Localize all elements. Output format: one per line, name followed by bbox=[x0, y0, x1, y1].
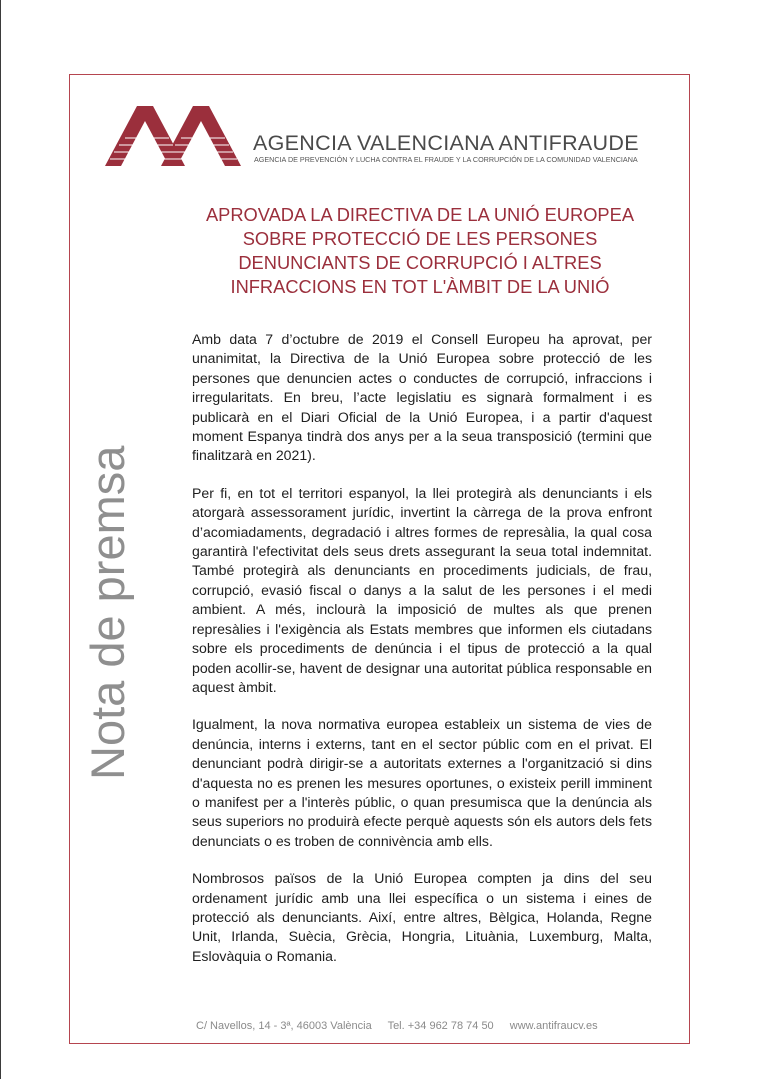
press-release-side-label: Nota de premsa bbox=[81, 445, 134, 780]
body-paragraph: Per fi, en tot el territori espanyol, la llei protegirà als denunciants i els atorgarà assessorament jurídic, invertint la càrrega de la prova enfront d’acomiadaments, degradació i altres formes de represàlia, la qual cosa garantirà l'efectivitat dels seus drets assegurant la seua total indemnitat. També protegirà als denunciants en procediments judicials, de frau, corrupció, evasió fiscal o danys a la salut de les persones i el medi ambient. A més, inclourà la imposició de multes als que prenen represàlies i l'exigència als Estats membres que informen els ciutadans sobre els procediments de denúncia i el tipus de protecció a la qual poden acollir-se, havent de designar una autoritat pública responsable en aquest àmbit. bbox=[192, 484, 652, 695]
agency-tagline: AGENCIA DE PREVENCIÓN Y LUCHA CONTRA EL FRAUDE Y LA CORRUPCIÓN DE LA COMUNIDAD VALENCIANA bbox=[254, 155, 638, 164]
press-release-body bbox=[192, 330, 652, 984]
footer-phone: Tel. +34 962 78 74 50 bbox=[387, 1020, 494, 1032]
contact-footer bbox=[196, 1019, 611, 1033]
footer-website-link[interactable]: www.antifraucv.es bbox=[509, 1020, 598, 1032]
press-release-headline: APROVADA LA DIRECTIVA DE LA UNIÓ EUROPEA SOBRE PROTECCIÓ DE LES PERSONES DENUNCIANTS DE CORRUPCIÓ I ALTRES INFRACCIONS EN TOT L'ÀMBIT DE LA UNIÓ bbox=[205, 204, 635, 297]
body-paragraph: Nombrosos països de la Unió Europea compten ja dins del seu ordenament jurídic amb una llei específica o un sistema i eines de protecció als denunciants. Així, entre altres, Bèlgica, Holanda, Regne Unit, Irlanda, Suècia, Grècia, Hongria, Lituània, Luxemburg, Malta, Eslovàquia o Romania. bbox=[192, 870, 652, 964]
body-paragraph: Igualment, la nova normativa europea estableix un sistema de vies de denúncia, interns i externs, tant en el sector públic com en el privat. El denunciant podrà dirigir-se a autoritats externes a l'organització si dins d'aquesta no es prenen les mesures oportunes, o existeix perill imminent o manifest per a l'interès públic, o quan presumisca que la denúncia als seus superiors no produirà efecte perquè aquests són els autors dels fets denunciats o es troben de connivència amb ells. bbox=[192, 716, 652, 849]
aa-monogram-logo-icon bbox=[105, 104, 245, 166]
window-edge-line bbox=[0, 0, 1, 1079]
agency-logo bbox=[105, 104, 639, 166]
body-paragraph: Amb data 7 d’octubre de 2019 el Consell Europeu ha aprovat, per unanimitat, la Directiva de la Unió Europea sobre protecció de les persones que denuncien actes o conductes de corrupció, infraccions i irregularitats. En breu, l’acte legislatiu es signarà formalment i es publicarà en el Diari Oficial de la Unió Europea, i a partir d'aquest moment Espanya tindrà dos anys per a la seua transposició (termini que finalitzarà en 2021). bbox=[192, 331, 652, 464]
footer-address: C/ Navellos, 14 - 3ª, 46003 València bbox=[196, 1020, 372, 1032]
agency-name: AGENCIA VALENCIANA ANTIFRAUDE bbox=[253, 131, 639, 155]
